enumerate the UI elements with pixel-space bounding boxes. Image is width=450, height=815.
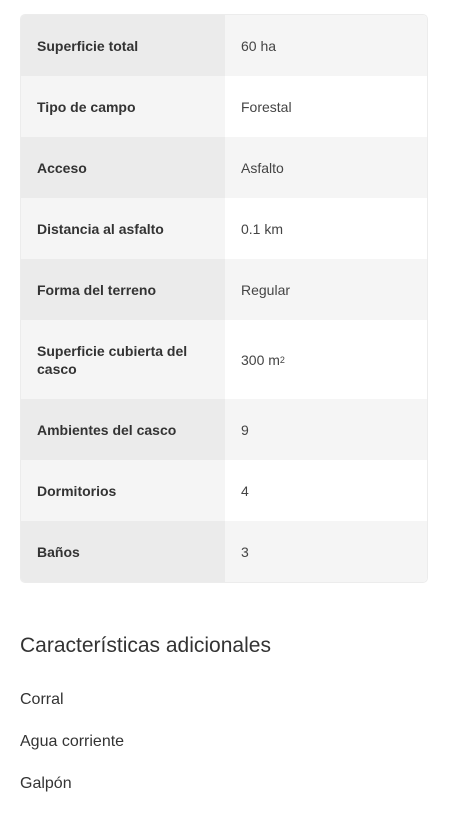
spec-value: 0.1 km: [225, 198, 427, 259]
spec-value: 3: [225, 521, 427, 582]
spec-label: Dormitorios: [21, 460, 225, 521]
spec-value: Regular: [225, 259, 427, 320]
spec-label: Superficie cubierta del casco: [21, 320, 225, 399]
spec-label: Superficie total: [21, 15, 225, 76]
spec-row-superficie-total: [21, 15, 427, 76]
spec-label: Acceso: [21, 137, 225, 198]
spec-value: 9: [225, 399, 427, 460]
spec-row-acceso: [21, 137, 427, 198]
spec-row-banos: [21, 521, 427, 582]
spec-row-distancia-al-asfalto: [21, 198, 427, 259]
spec-value: Asfalto: [225, 137, 427, 198]
spec-value-text: 300 m: [241, 351, 280, 368]
spec-row-tipo-de-campo: [21, 76, 427, 137]
spec-value: 4: [225, 460, 427, 521]
list-item: Corral: [20, 691, 64, 708]
spec-label: Tipo de campo: [21, 76, 225, 137]
spec-label: Baños: [21, 521, 225, 582]
spec-value: 60 ha: [225, 15, 427, 76]
spec-label: Distancia al asfalto: [21, 198, 225, 259]
spec-value: 300 m 2: [225, 320, 427, 399]
spec-label: Ambientes del casco: [21, 399, 225, 460]
spec-value: Forestal: [225, 76, 427, 137]
spec-row-forma-del-terreno: [21, 259, 427, 320]
additional-features-list: [20, 688, 124, 814]
spec-row-ambientes-del-casco: [21, 399, 427, 460]
list-item: Agua corriente: [20, 733, 125, 750]
specs-table: [20, 14, 428, 583]
list-item: Galpón: [20, 775, 72, 792]
spec-label: Forma del terreno: [21, 259, 225, 320]
spec-row-dormitorios: [21, 460, 427, 521]
additional-features-title: Características adicionales: [20, 634, 271, 657]
spec-row-superficie-cubierta: [21, 320, 427, 399]
